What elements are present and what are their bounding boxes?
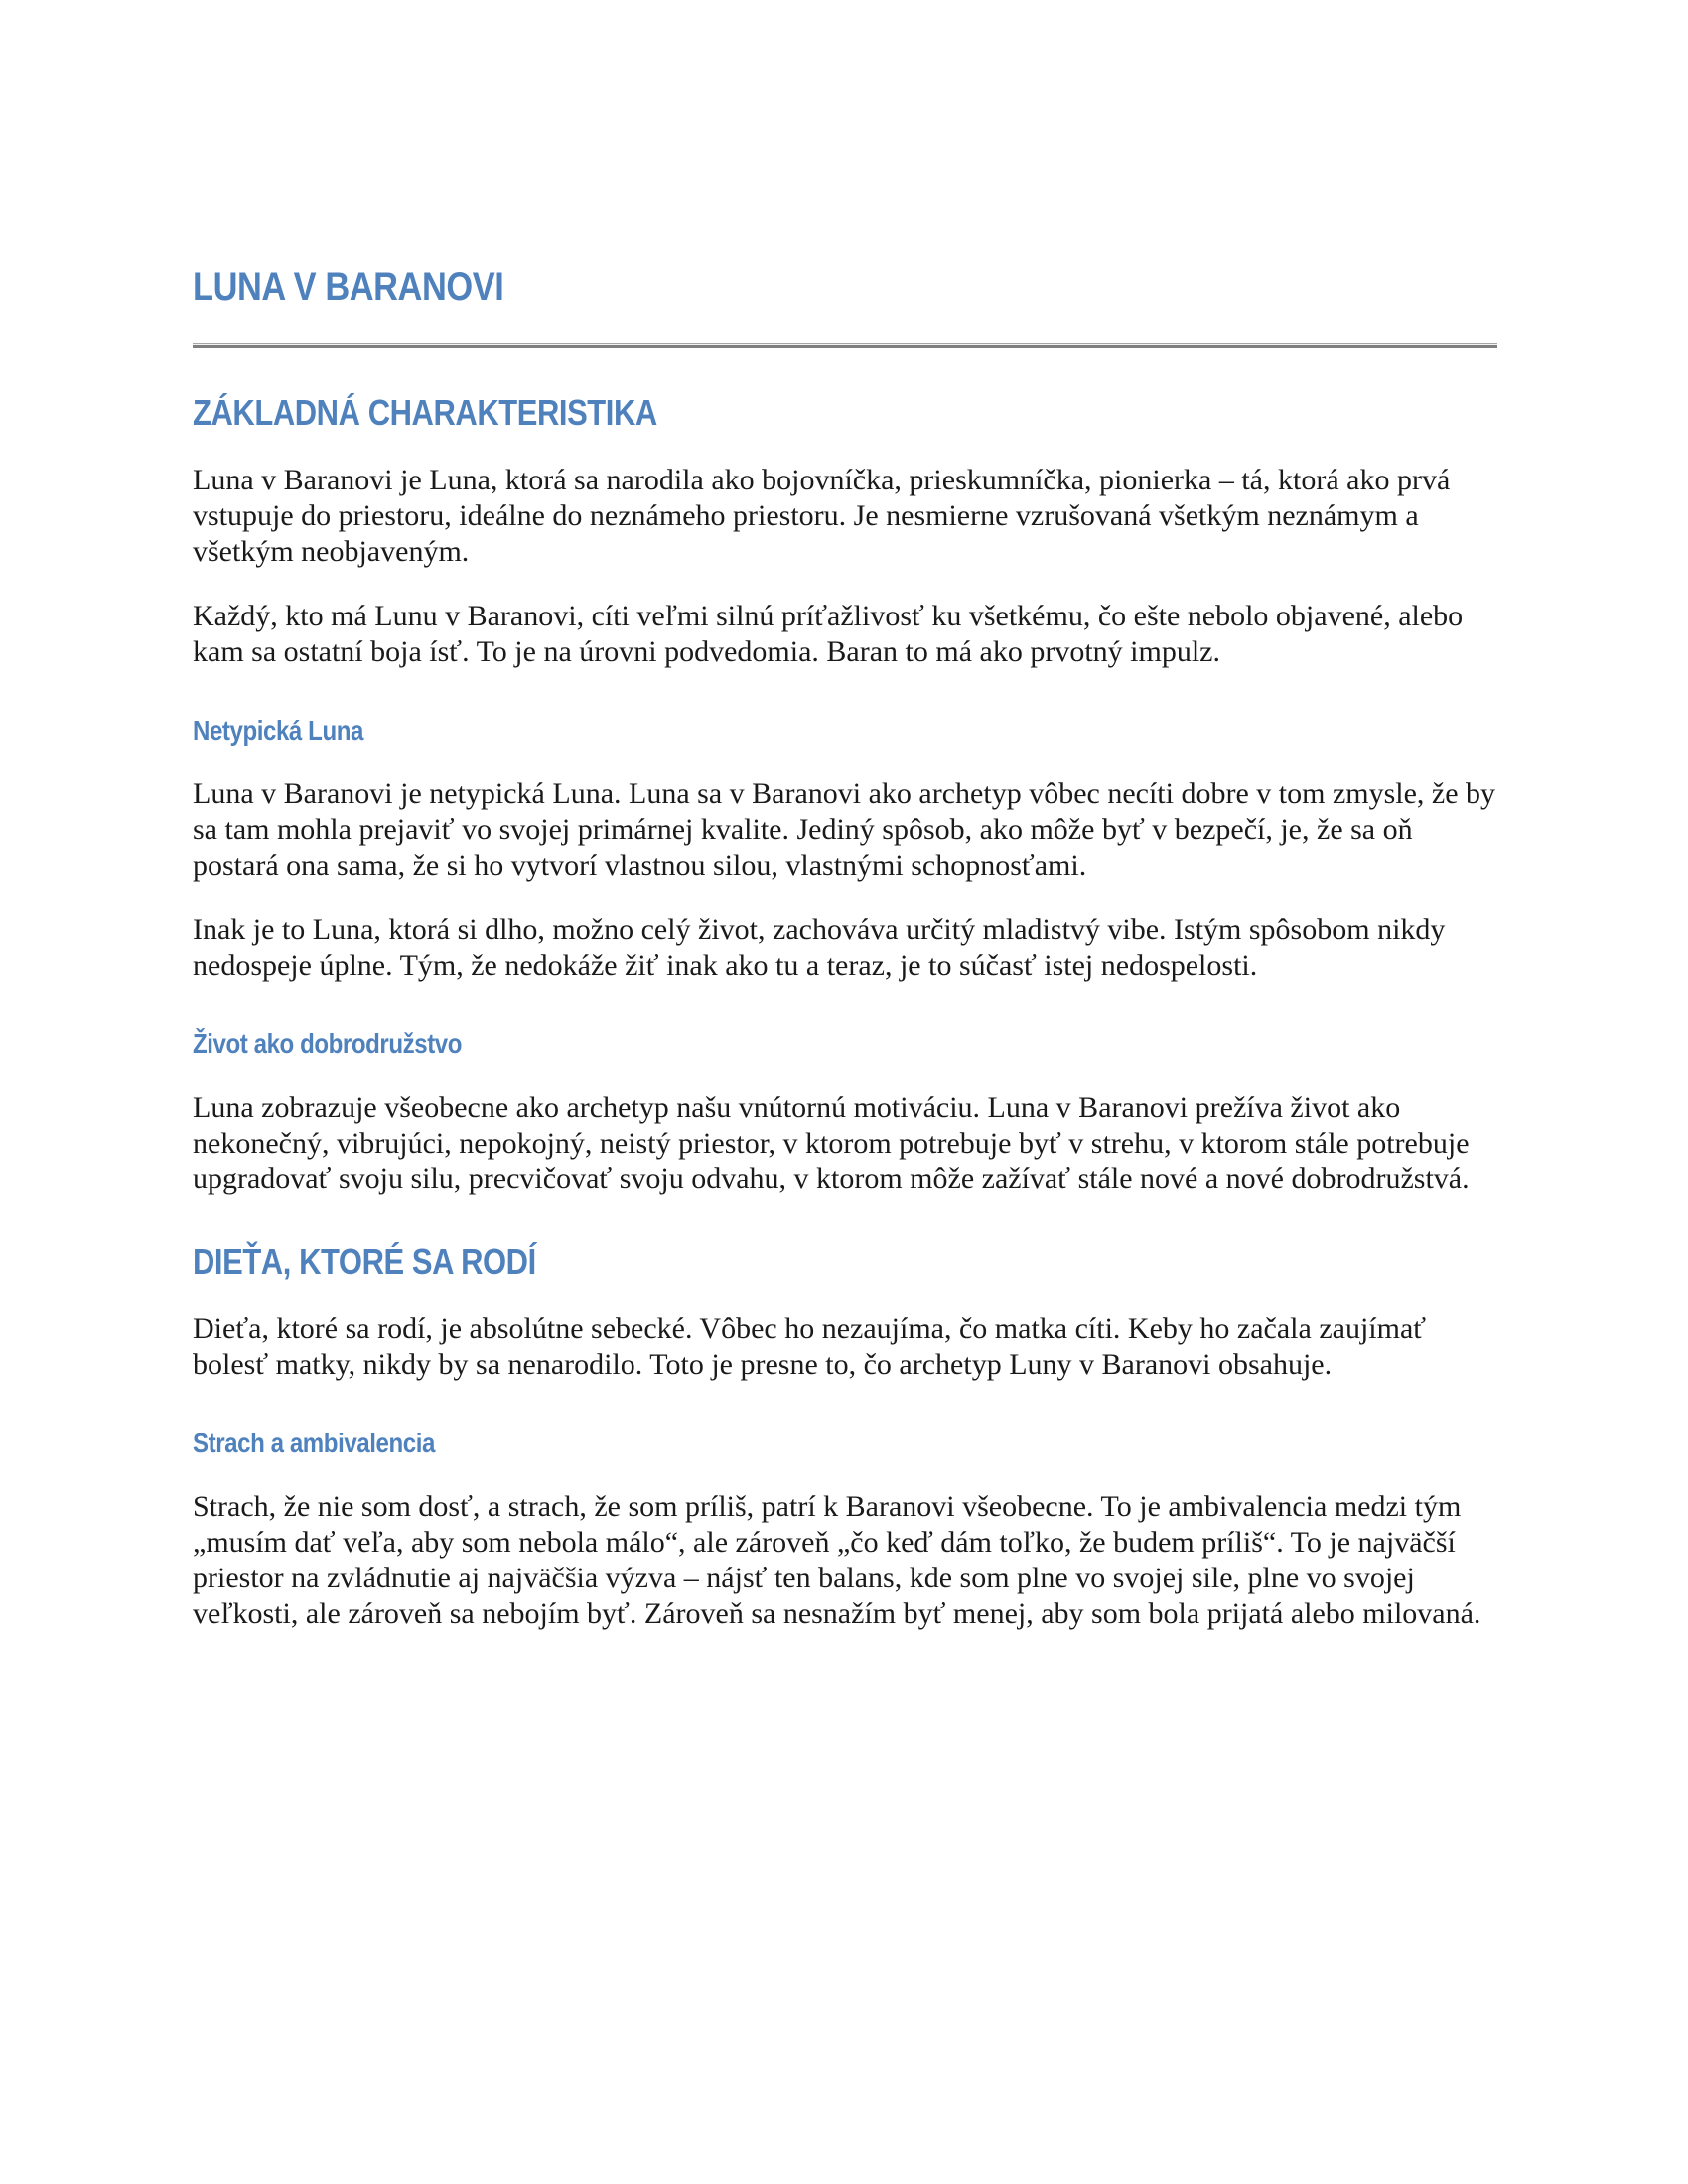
section-heading-zakladna-charakteristika: ZÁKLADNÁ CHARAKTERISTIKA	[193, 392, 657, 433]
paragraph: Každý, kto má Lunu v Baranovi, cíti veľmi silnú príťažlivosť ku všetkému, čo ešte nebolo objavené, alebo kam sa ostatní boja ísť. To je na úrovni podvedomia. Baran to má ako prvotný impulz.	[193, 600, 1464, 669]
document-title	[193, 266, 1497, 308]
paragraph: Strach, že nie som dosť, a strach, že som príliš, patrí k Baranovi všeobecne. To je ambivalencia medzi tým „musím dať veľa, aby som nebola málo“, ale zároveň „čo keď dám toľko, že budem príliš“. To je najväčší priestor na zvládnutie aj najväčšia výzva – nájsť ten balans, kde som plne vo svojej sile, plne vo svojej veľkosti, ale zároveň sa nebojím byť. Zároveň sa nesnažím byť menej, aby som bola prijatá alebo milovaná.	[193, 1490, 1481, 1631]
paragraph: Luna v Baranovi je netypická Luna. Luna sa v Baranovi ako archetyp vôbec necíti dobre v tom zmysle, že by sa tam mohla prejaviť vo svojej primárnej kvalite. Jediný spôsob, ako môže byť v bezpečí, je, že sa oň postará ona sama, že si ho vytvorí vlastnou silou, vlastnými schopnosťami.	[193, 777, 1496, 883]
document-title-text: LUNA V BARANOVI	[193, 265, 504, 309]
subsection-heading-zivot-ako-dobrodruzstvo: Život ako dobrodružstvo	[193, 1028, 463, 1060]
section-heading-dieta-ktore-sa-rodi: DIEŤA, KTORÉ SA RODÍ	[193, 1240, 536, 1282]
title-divider	[193, 343, 1497, 348]
paragraph: Luna zobrazuje všeobecne ako archetyp našu vnútornú motiváciu. Luna v Baranovi prežíva život ako nekonečný, vibrujúci, nepokojný, neistý priestor, v ktorom potrebuje byť v strehu, v ktorom stále potrebuje upgradovať svoju silu, precvičovať svoju odvahu, v ktorom môže zažívať stále nové a nové dobrodružstvá.	[193, 1090, 1470, 1195]
paragraph: Inak je to Luna, ktorá si dlho, možno celý život, zachováva určitý mladistvý vibe. Istým spôsobom nikdy nedospeje úplne. Tým, že nedokáže žiť inak ako tu a teraz, je to súčasť istej nedospelosti.	[193, 913, 1446, 983]
subsection-heading-netypicka-luna: Netypická Luna	[193, 715, 363, 747]
paragraph: Luna v Baranovi je Luna, ktorá sa narodila ako bojovníčka, prieskumníčka, pionierka – tá, ktorá ako prvá vstupuje do priestoru, ideálne do neznámeho priestoru. Je nesmierne vzrušovaná všetkým neznámym a všetkým neobjaveným.	[193, 464, 1451, 569]
paragraph: Dieťa, ktoré sa rodí, je absolútne sebecké. Vôbec ho nezaujíma, čo matka cíti. Keby ho začala zaujímať bolesť matky, nikdy by sa nenarodilo. Toto je presne to, čo archetyp Luny v Baranovi obsahuje.	[193, 1312, 1427, 1382]
subsection-heading-strach-a-ambivalencia: Strach a ambivalencia	[193, 1428, 435, 1459]
